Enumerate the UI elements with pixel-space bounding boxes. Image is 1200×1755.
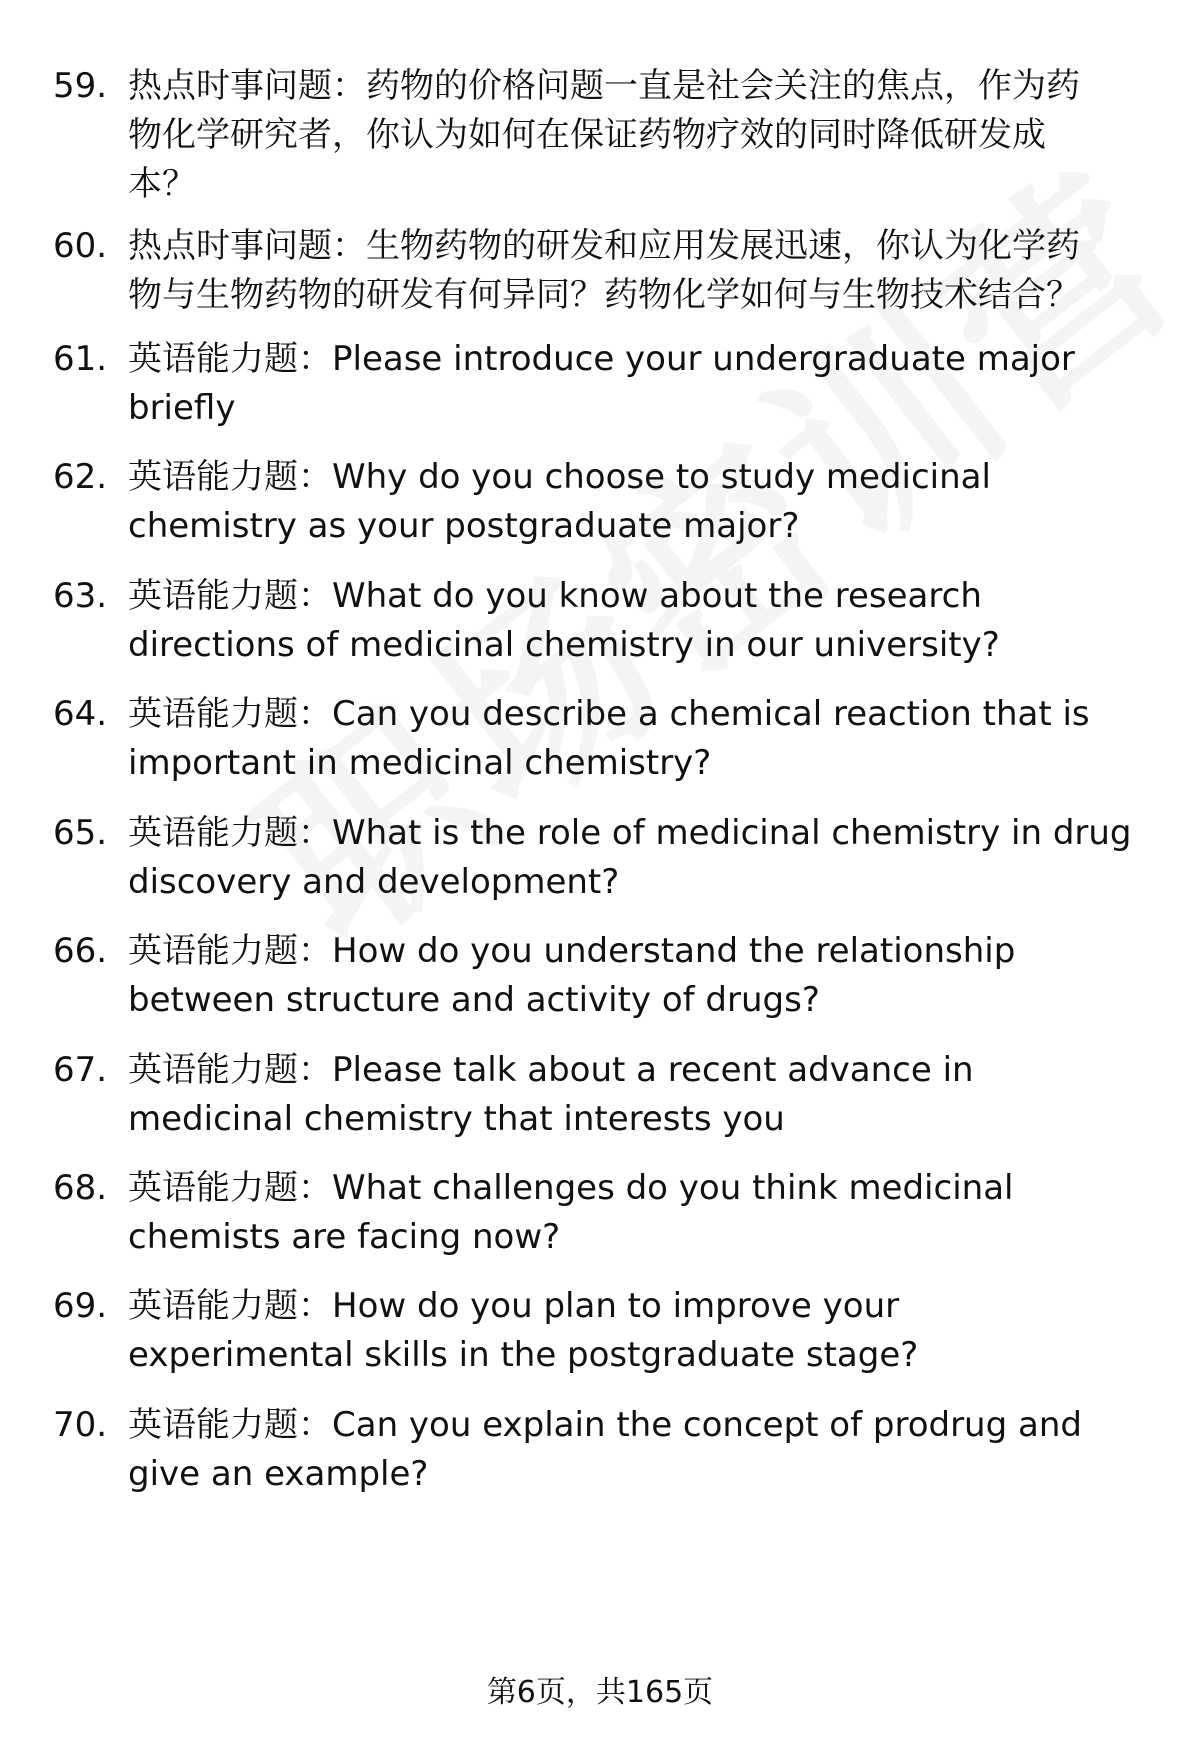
question-number: 70. (53, 1405, 108, 1445)
question-number: 59. (53, 66, 108, 106)
question-text-line: chemistry as your postgraduate major? (128, 506, 800, 546)
question-number: 66. (53, 931, 108, 971)
page-footer: 第6页，共165页 (486, 1675, 714, 1710)
question-text (128, 1401, 1168, 1499)
question-number: 64. (53, 694, 108, 734)
question-text-line: discovery and development? (128, 862, 620, 902)
question-text-line: briefly (128, 388, 236, 428)
question-text-line: 英语能力题：Can you describe a chemical reaction that is (128, 694, 1090, 734)
question-number: 67. (53, 1050, 108, 1090)
question-text-line: give an example? (128, 1454, 429, 1494)
question-text (128, 572, 1168, 670)
question-text-line: 英语能力题：Why do you choose to study medicinal (128, 457, 991, 497)
question-text (128, 453, 1168, 551)
question-text-line: 英语能力题：How do you plan to improve your (128, 1286, 900, 1326)
question-number: 69. (53, 1286, 108, 1326)
question-text-line: important in medicinal chemistry? (128, 743, 712, 783)
question-text-line: medicinal chemistry that interests you (128, 1099, 785, 1139)
question-text (128, 1282, 1168, 1380)
question-text-line: 英语能力题：What challenges do you think medicinal (128, 1168, 1014, 1208)
question-text-line: 英语能力题：Can you explain the concept of prodrug and (128, 1405, 1082, 1445)
question-number: 60. (53, 226, 108, 266)
question-text (128, 690, 1168, 788)
question-text (128, 927, 1168, 1025)
question-number: 61. (53, 339, 108, 379)
question-text-line: 英语能力题：Please talk about a recent advance in (128, 1050, 974, 1090)
question-text (128, 1164, 1168, 1262)
question-text-line: 热点时事问题：药物的价格问题一直是社会关注的焦点，作为药 (128, 66, 1080, 106)
question-text (128, 809, 1168, 907)
question-text-line: directions of medicinal chemistry in our university? (128, 625, 1000, 665)
question-text-line: 物与生物药物的研发有何异同？药物化学如何与生物技术结合？ (128, 275, 1080, 315)
question-text-line: 热点时事问题：生物药物的研发和应用发展迅速，你认为化学药 (128, 226, 1080, 266)
question-text-line: 英语能力题：Please introduce your undergraduate major (128, 339, 1075, 379)
question-text (128, 335, 1168, 433)
question-text (128, 62, 1168, 209)
question-number: 62. (53, 457, 108, 497)
question-number: 68. (53, 1168, 108, 1208)
question-number: 63. (53, 576, 108, 616)
question-text-line: 本？ (128, 164, 196, 204)
question-text-line: 英语能力题：What is the role of medicinal chemistry in drug (128, 813, 1132, 853)
question-text-line: between structure and activity of drugs? (128, 980, 820, 1020)
question-text-line: 英语能力题：How do you understand the relationship (128, 931, 1016, 971)
question-text-line: experimental skills in the postgraduate stage? (128, 1335, 919, 1375)
question-text-line: 英语能力题：What do you know about the research (128, 576, 982, 616)
question-text (128, 222, 1168, 320)
question-number: 65. (53, 813, 108, 853)
question-text-line: chemists are facing now? (128, 1217, 561, 1257)
question-text (128, 1046, 1168, 1144)
question-text-line: 物化学研究者，你认为如何在保证药物疗效的同时降低研发成 (128, 115, 1046, 155)
